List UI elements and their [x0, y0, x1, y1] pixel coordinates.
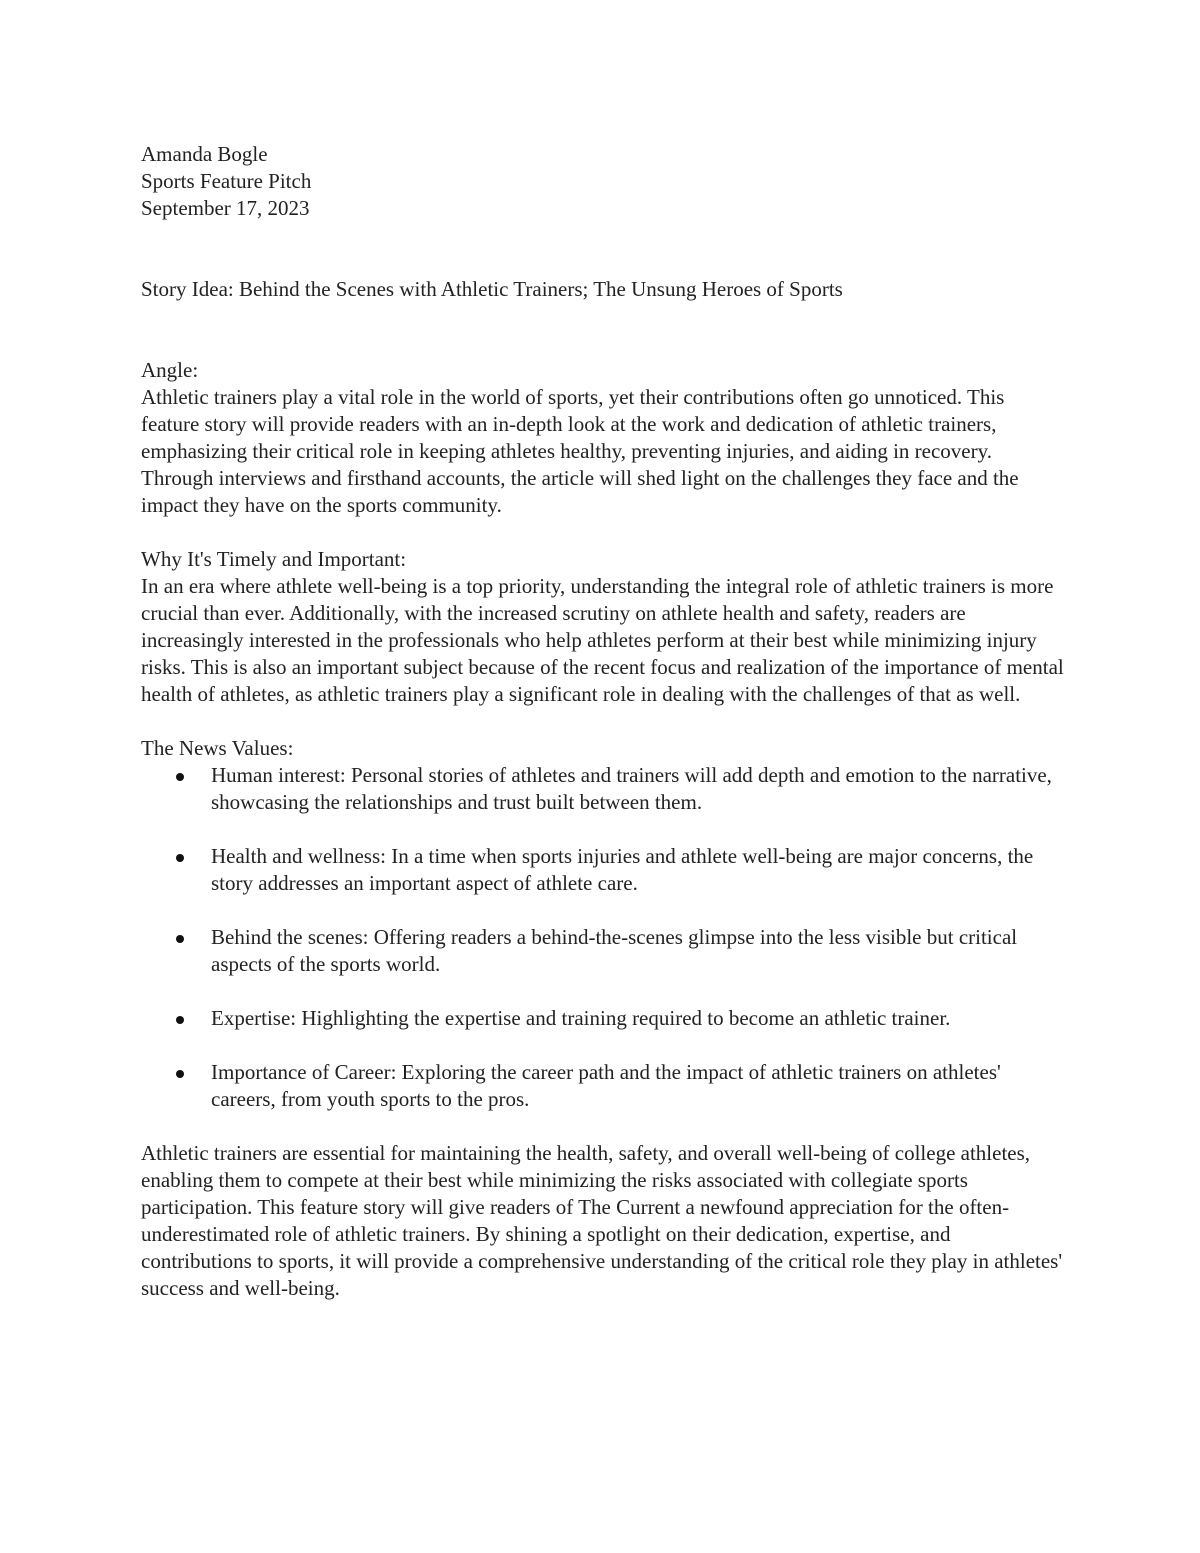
document-date: September 17, 2023	[141, 196, 310, 220]
angle-body: Athletic trainers play a vital role in the world of sports, yet their contributions often go unnoticed. This feature story will provide readers with an in-depth look at the work and dedication of athletic trainers, emphasizing their critical role in keeping athletes healthy, preventing injuries, and aiding in recovery. Through interviews and firsthand accounts, the article will shed light on the challenges they face and the impact they have on the sports community.	[141, 385, 1019, 517]
list-item-text: Human interest: Personal stories of athletes and trainers will add depth and emotion to the narrative, showcasing the relationships and trust built between them.	[211, 763, 1052, 814]
angle-heading: Angle:	[141, 358, 199, 382]
list-item-text: Importance of Career: Exploring the career path and the impact of athletic trainers on athletes' careers, from youth sports to the pros.	[211, 1060, 1001, 1111]
spacer	[141, 222, 1066, 276]
document-body	[141, 141, 1066, 1302]
timely-body: In an era where athlete well-being is a top priority, understanding the integral role of athletic trainers is more crucial than ever. Additionally, with the increased scrutiny on athlete health and safety, readers are increasingly interested in the professionals who help athletes perform at their best while minimizing injury risks. This is also an important subject because of the recent focus and realization of the importance of mental health of athletes, as athletic trainers play a significant role in dealing with the challenges of that as well.	[141, 574, 1064, 706]
list-item	[141, 762, 1066, 816]
timely-heading: Why It's Timely and Important:	[141, 547, 407, 571]
story-idea: Story Idea: Behind the Scenes with Athletic Trainers; The Unsung Heroes of Sports	[141, 277, 843, 301]
spacer	[141, 708, 1066, 735]
document-title: Sports Feature Pitch	[141, 169, 312, 193]
news-values-list	[141, 762, 1066, 1113]
list-item-text: Expertise: Highlighting the expertise and training required to become an athletic trainer.	[211, 1006, 951, 1030]
spacer	[141, 303, 1066, 357]
bullet-icon	[176, 773, 184, 781]
list-item	[141, 1005, 1066, 1032]
conclusion-paragraph: Athletic trainers are essential for maintaining the health, safety, and overall well-being of college athletes, enabling them to compete at their best while minimizing the risks associated with collegiate sports participation. This feature story will give readers of The Current a newfound appreciation for the often-underestimated role of athletic trainers. By shining a spotlight on their dedication, expertise, and contributions to sports, it will provide a comprehensive understanding of the critical role they play in athletes' success and well-being.	[141, 1141, 1063, 1300]
bullet-icon	[176, 935, 184, 943]
list-item	[141, 924, 1066, 978]
bullet-icon	[176, 1070, 184, 1078]
news-values-heading: The News Values:	[141, 736, 294, 760]
list-item-text: Health and wellness: In a time when sports injuries and athlete well-being are major concerns, the story addresses an important aspect of athlete care.	[211, 844, 1034, 895]
author-name: Amanda Bogle	[141, 142, 268, 166]
list-item-text: Behind the scenes: Offering readers a behind-the-scenes glimpse into the less visible but critical aspects of the sports world.	[211, 925, 1018, 976]
bullet-icon	[176, 854, 184, 862]
list-item	[141, 843, 1066, 897]
list-item	[141, 1059, 1066, 1113]
bullet-icon	[176, 1016, 184, 1024]
spacer	[141, 519, 1066, 546]
